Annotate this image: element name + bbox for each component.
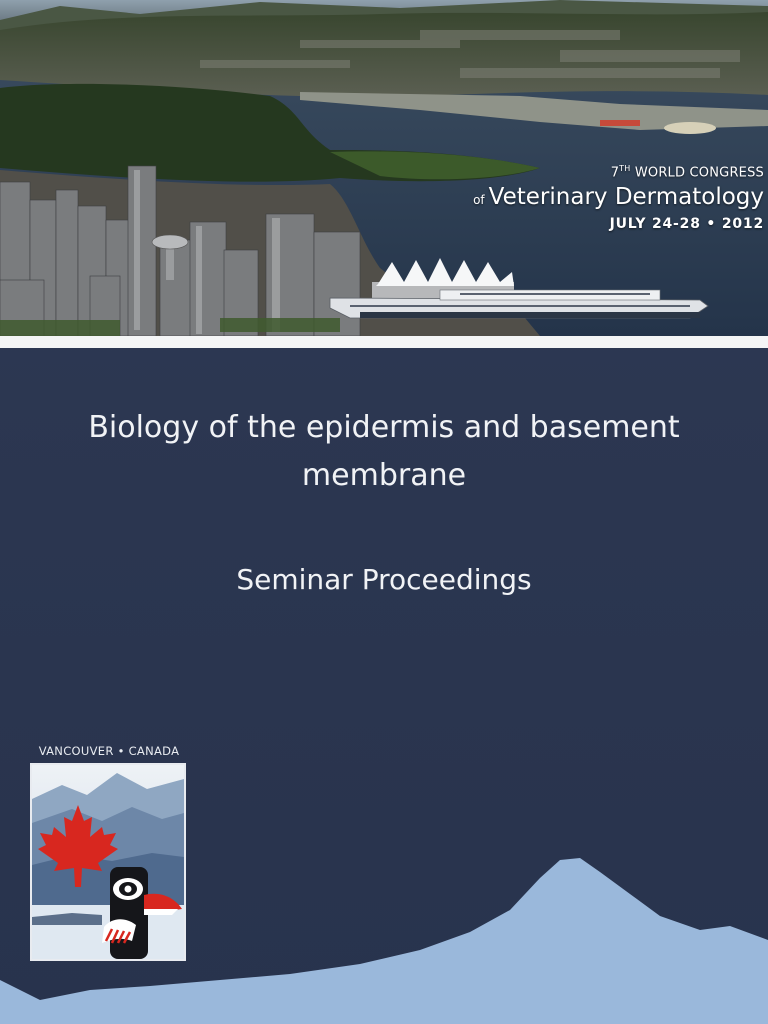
congress-field: of Veterinary Dermatology <box>473 184 764 211</box>
photo-border <box>0 336 768 348</box>
congress-dates: JULY 24-28 • 2012 <box>609 216 764 233</box>
congress-edition: 7TH WORLD CONGRESS <box>610 164 764 181</box>
document-subtitle: Seminar Proceedings <box>236 563 532 596</box>
congress-header <box>473 164 764 232</box>
document-title-line1: Biology of the epidermis and basement <box>88 410 680 445</box>
document-title <box>0 404 768 500</box>
vancouver-logo <box>30 763 186 961</box>
document-title-line2: membrane <box>301 458 467 493</box>
logo-location: VANCOUVER • CANADA <box>38 744 180 758</box>
